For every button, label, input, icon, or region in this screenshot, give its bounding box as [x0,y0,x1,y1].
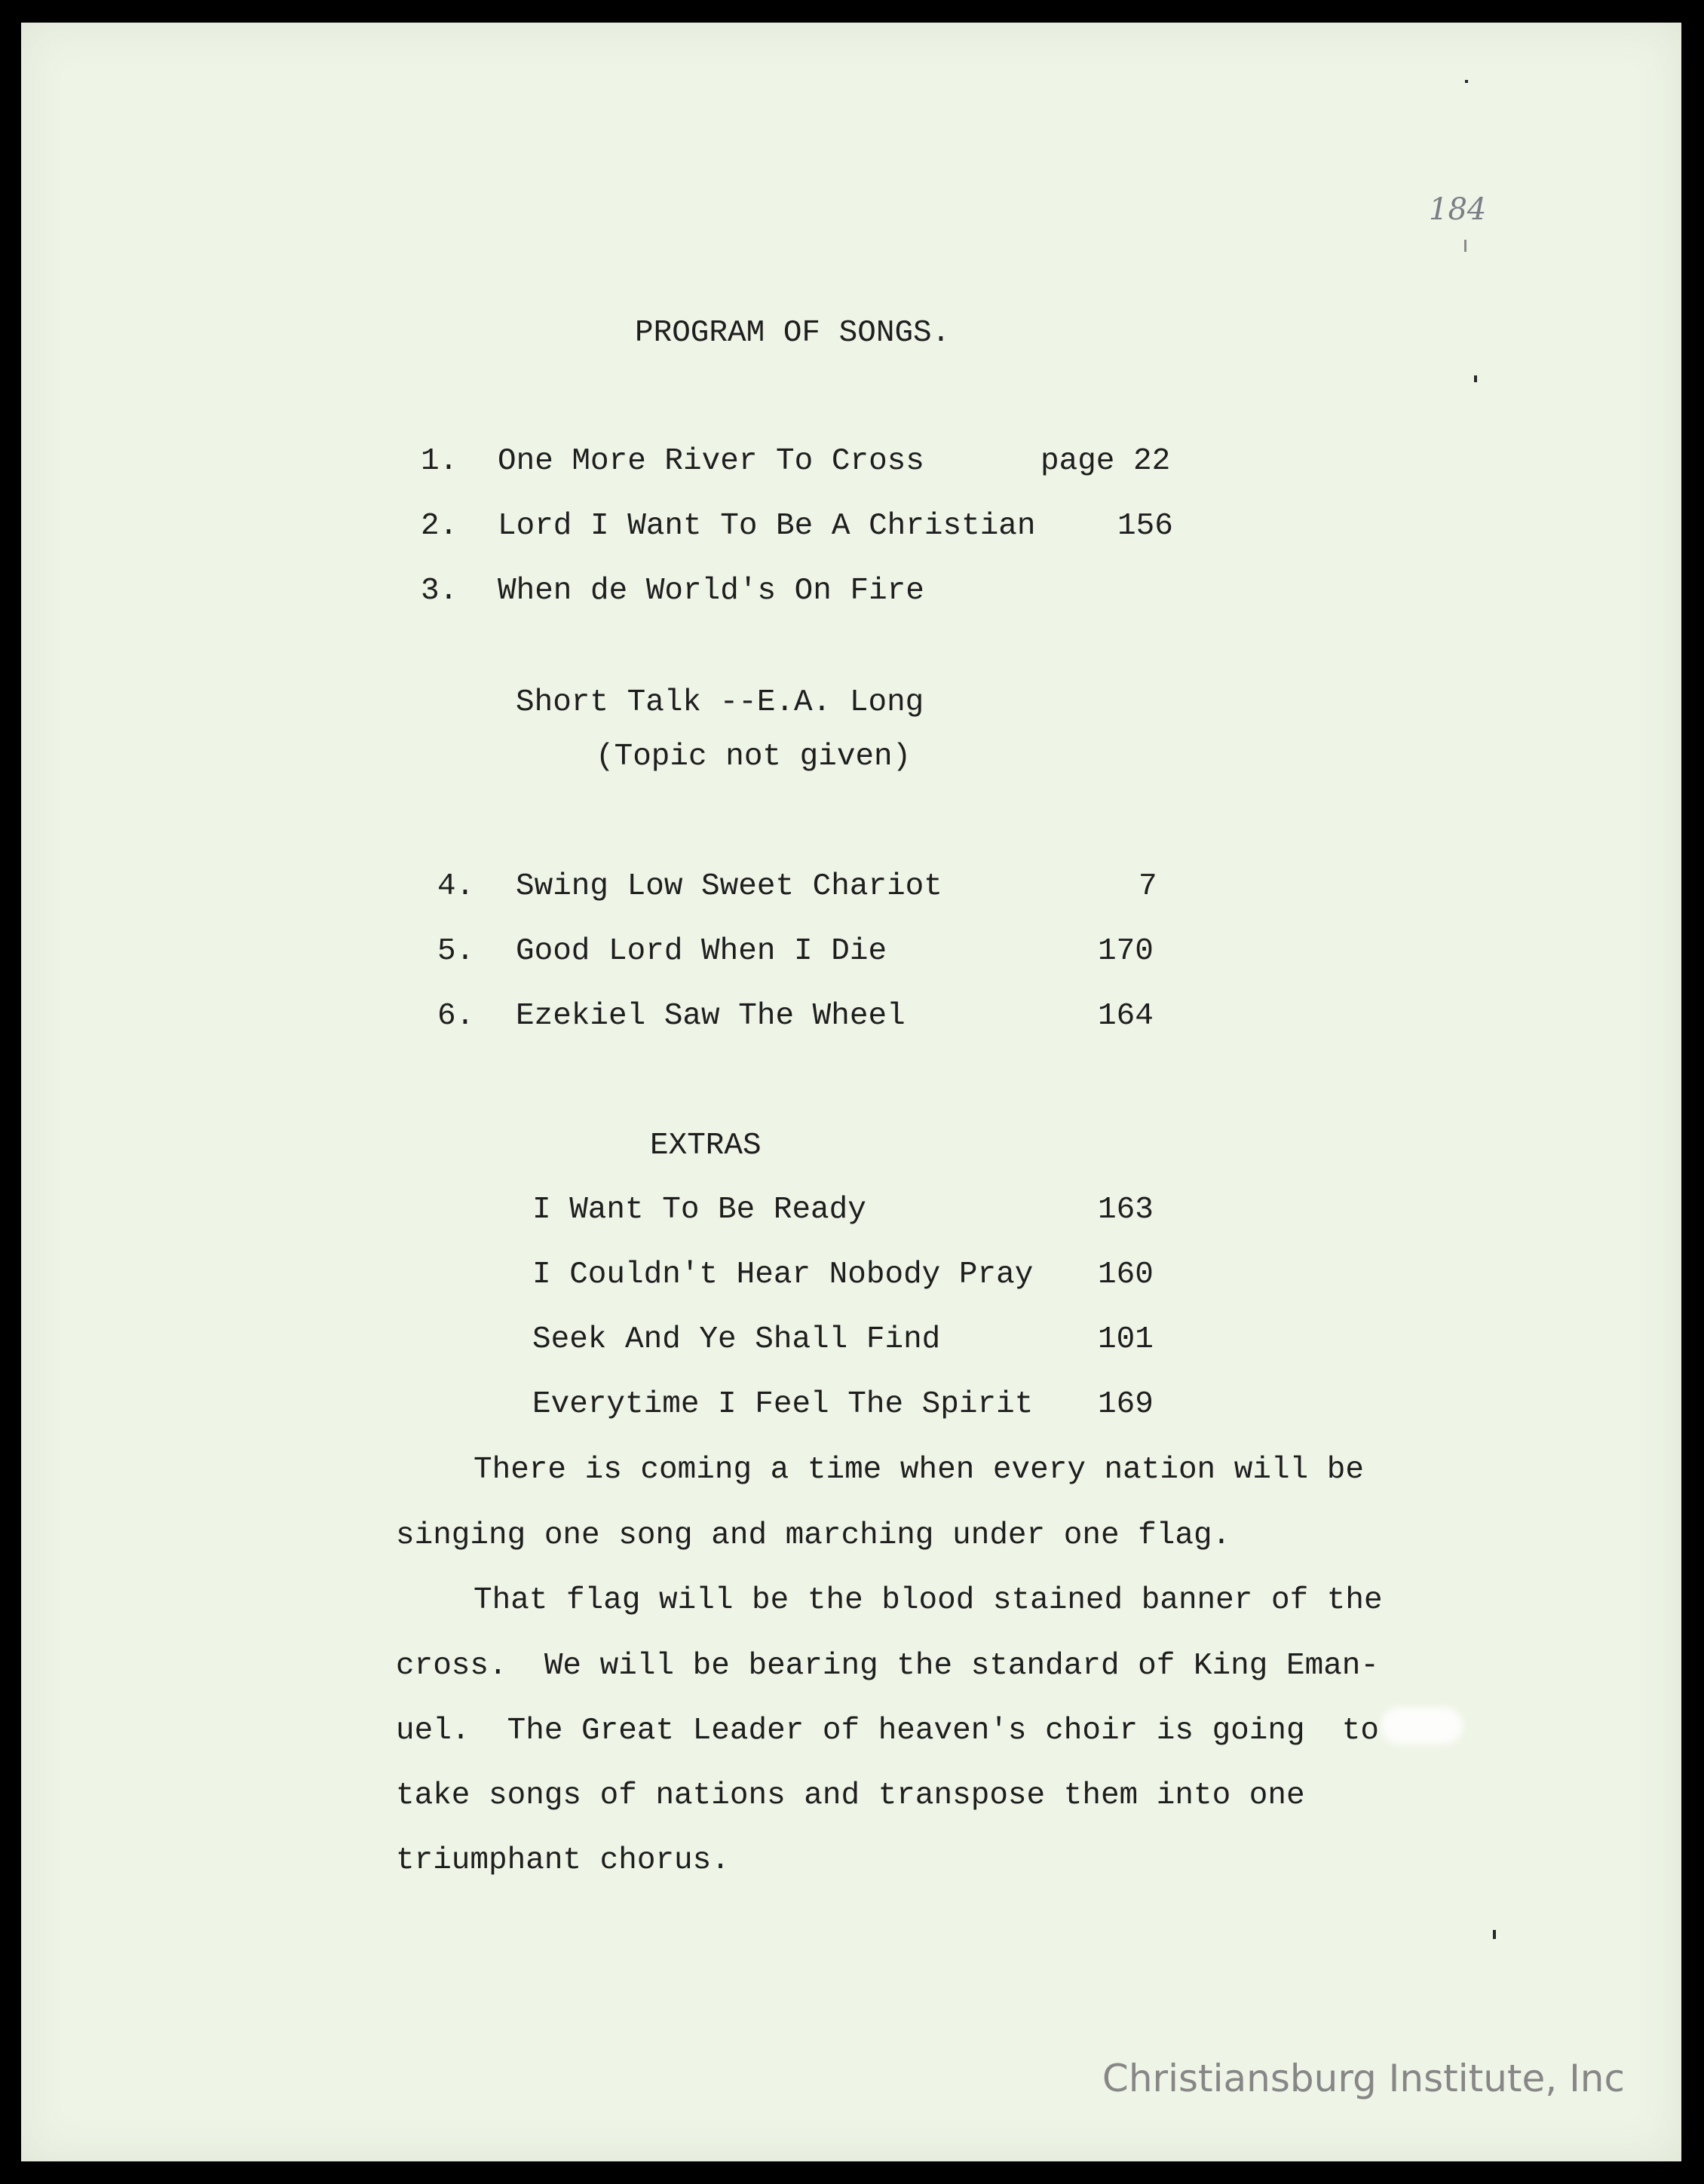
paragraph-line: That flag will be the blood stained banner of the [474,1583,1383,1618]
paragraph-line: cross. We will be bearing the standard of King Eman- [396,1649,1380,1683]
paragraph-line: triumphant chorus. [396,1843,730,1878]
song-title: When de World's On Fire [498,574,924,608]
song-number: 3. [421,574,458,608]
song-page: 170 [1098,934,1154,969]
song-number: 2. [421,509,458,544]
extras-heading: EXTRAS [650,1129,762,1163]
song-title: Lord I Want To Be A Christian [498,509,1036,544]
song-title: Ezekiel Saw The Wheel [516,999,906,1034]
extra-page: 160 [1098,1257,1154,1292]
song-number: 5. [437,934,475,969]
speck [1465,80,1468,83]
speck [1474,375,1477,382]
white-smudge [1381,1708,1463,1744]
paragraph-line: uel. The Great Leader of heaven's choir is going to [396,1714,1380,1748]
watermark: Christiansburg Institute, Inc [1102,2057,1625,2100]
extra-page: 169 [1098,1387,1154,1422]
song-title: One More River To Cross [498,444,924,479]
pencil-mark [1464,240,1466,252]
song-number: 1. [421,444,458,479]
song-page: 164 [1098,999,1154,1034]
extra-page: 101 [1098,1322,1154,1357]
handwritten-page-number: 184 [1429,192,1487,227]
extra-page: 163 [1098,1193,1154,1227]
song-page: 156 [1117,509,1173,544]
talk-topic: (Topic not given) [596,740,912,774]
speck [1493,1930,1496,1939]
extra-title: Everytime I Feel The Spirit [532,1387,1034,1422]
song-page: page 22 [1040,444,1171,479]
extra-title: Seek And Ye Shall Find [532,1322,941,1357]
paragraph-line: take songs of nations and transpose them into one [396,1778,1305,1813]
extra-title: I Couldn't Hear Nobody Pray [532,1257,1034,1292]
paragraph-line: singing one song and marching under one flag. [396,1518,1231,1553]
extra-title: I Want To Be Ready [532,1193,866,1227]
talk-line: Short Talk --E.A. Long [516,685,924,720]
paragraph-line: There is coming a time when every nation will be [474,1453,1364,1487]
song-title: Swing Low Sweet Chariot [516,869,942,904]
song-number: 4. [437,869,475,904]
page-title: PROGRAM OF SONGS. [635,316,951,351]
song-page: 7 [1139,869,1157,904]
song-title: Good Lord When I Die [516,934,887,969]
song-number: 6. [437,999,475,1034]
